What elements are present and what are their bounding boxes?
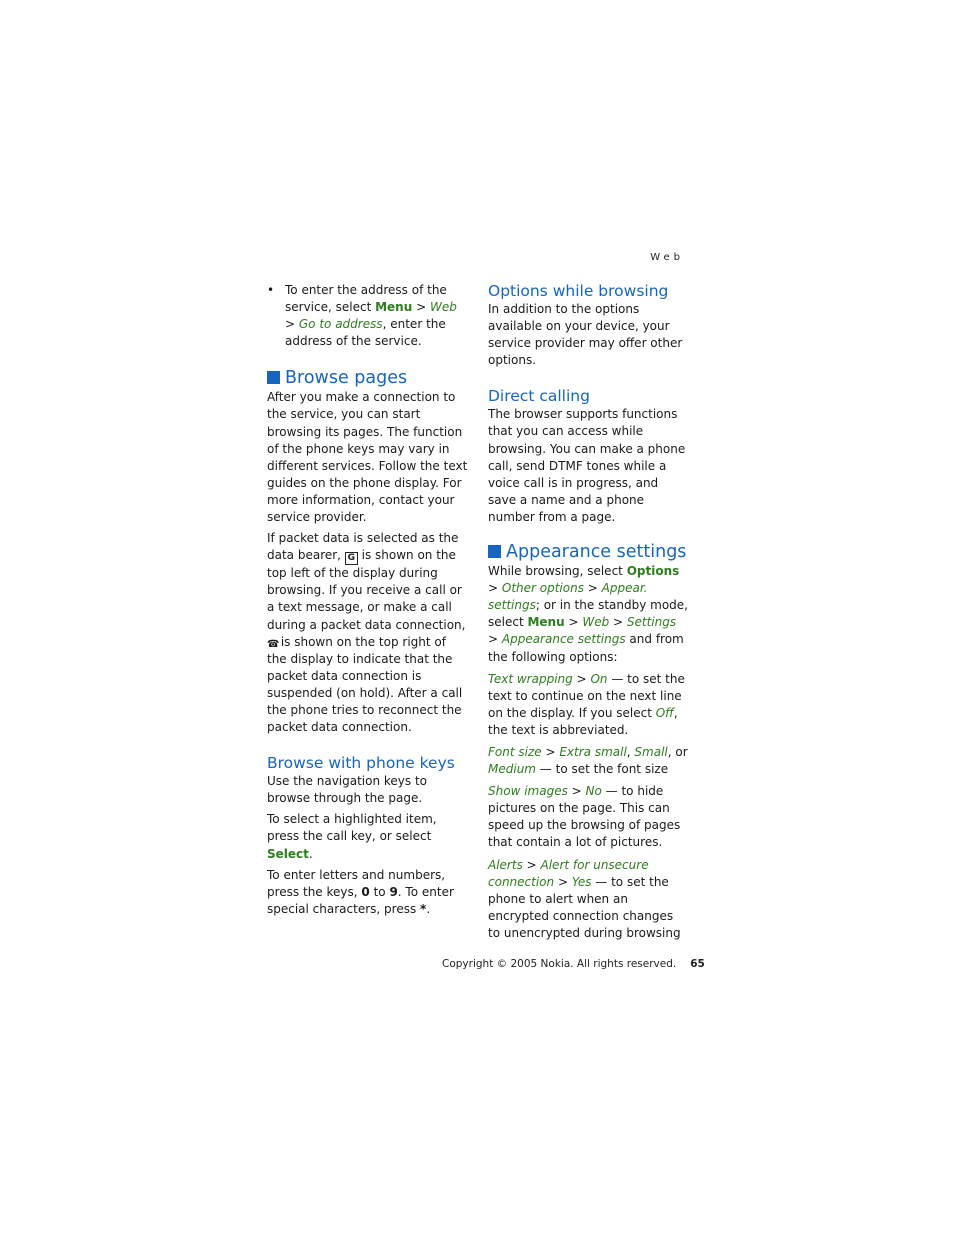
options-p1: In addition to the options available on your device, your service provider may offer other options. (488, 302, 683, 368)
text-wrapping-option: Text wrapping > On — to set the text to continue on the next line on the display. If you select Off, the text is abbreviated. (488, 671, 685, 737)
appearance-intro: While browsing, select Options > Other options > Appear. settings; or in the standby mode, select Menu > Web > Settings > Appearance settings and from the following options: (488, 564, 688, 664)
alerts-option: Alerts > Alert for unsecure connection > Yes — to set the phone to alert when an encrypted connection changes to unencrypted during browsing (488, 857, 681, 940)
browse-keys-p1: Use the navigation keys to browse through the page. (267, 774, 428, 806)
right-column (488, 282, 688, 946)
bullet-dot-icon: • (267, 283, 275, 297)
list-item: • To enter the address of the service, select Menu > Web > Go to address, enter the address of the service. (267, 282, 469, 350)
browse-pages-heading: Browse pages (267, 368, 469, 389)
copyright-text: Copyright © 2005 Nokia. All rights reserved. (442, 958, 677, 970)
direct-calling-p1: The browser supports functions that you can access while browsing. You can make a phone call, send DTMF tones while a voice call is in progress, and save a name and a phone number from a page. (488, 407, 686, 524)
section-square-icon (267, 371, 280, 384)
section-square-icon (488, 545, 501, 558)
browse-keys-heading: Browse with phone keys (267, 754, 455, 773)
packet-data-icon: G (345, 552, 358, 565)
left-column (267, 282, 469, 922)
options-heading: Options while browsing (488, 282, 669, 300)
font-size-option: Font size > Extra small, Small, or Medium — to set the font size (488, 744, 688, 777)
page-number: 65 (690, 958, 705, 970)
packet-suspended-icon: ☎ (267, 638, 280, 650)
browse-pages-p2: If packet data is selected as the data bearer, G is shown on the top left of the display during browsing. If you receive a call or a text message, or make a call during a packet data connection, ☎ is shown on the top right of the display to indicate that the packet data connection is suspended (on hold). After a call the phone tries to reconnect the packet data connection. (267, 531, 466, 735)
browse-keys-p3: To enter letters and numbers, press the keys, 0 to 9. To enter special characters, press *. (267, 867, 454, 916)
show-images-option: Show images > No — to hide pictures on the page. This can speed up the browsing of pages that contain a lot of pictures. (488, 784, 681, 850)
running-header: Web (650, 252, 684, 263)
browse-pages-p1: After you make a connection to the service, you can start browsing its pages. The function of the phone keys may vary in different services. Follow the text guides on the phone display. For more information, contact your service provider. (267, 390, 468, 525)
appearance-heading: Appearance settings (488, 542, 688, 563)
browse-keys-p2: To select a highlighted item, press the call key, or select Select. (267, 812, 437, 861)
direct-calling-heading: Direct calling (488, 387, 590, 406)
page-footer (442, 958, 705, 970)
